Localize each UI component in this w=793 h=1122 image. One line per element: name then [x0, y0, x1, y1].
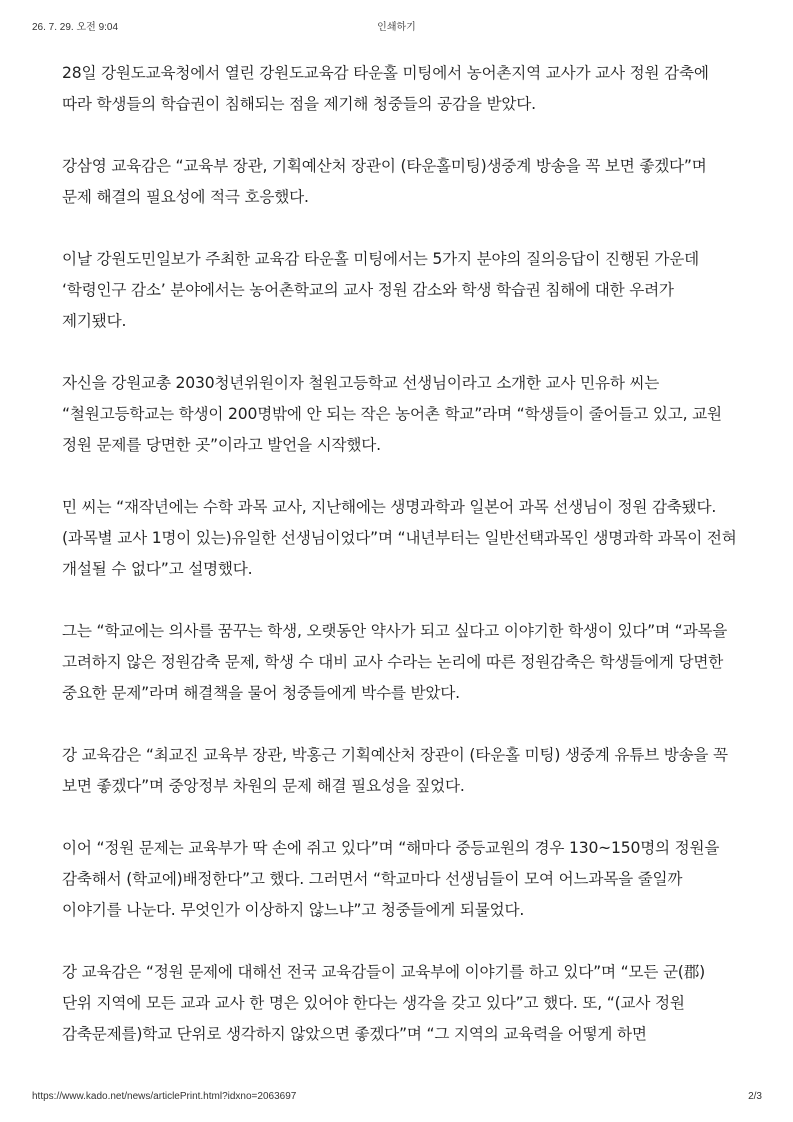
article-paragraph: 이날 강원도민일보가 주최한 교육감 타운홀 미팅에서는 5가지 분야의 질의응답이 진행된 가운데 ‘학령인구 감소’ 분야에서는 농어촌학교의 교사 정원 감소와 학생 학습권 침해에 대한 우려가 제기됐다. — [62, 250, 699, 330]
article-paragraph: 강 교육감은 “최교진 교육부 장관, 박홍근 기획예산처 장관이 (타운홀 미팅) 생중계 유튜브 방송을 꼭 보면 좋겠다”며 중앙정부 차원의 문제 해결 필요성을 짚었다. — [62, 746, 728, 795]
page-number: 2/3 — [748, 1091, 762, 1102]
article-paragraph: 이어 “정원 문제는 교육부가 딱 손에 쥐고 있다”며 “해마다 중등교원의 경우 130~150명의 정원을 감축해서 (학교에)배정한다”고 했다. 그러면서 “학교마다 선생님들이 모여 어느과목을 줄일까 이야기를 나눈다. 무엇인가 이상하지 않느냐”고 청중들에게 되물었다. — [62, 839, 720, 919]
article-paragraph: 28일 강원도교육청에서 열린 강원도교육감 타운홀 미팅에서 농어촌지역 교사가 교사 정원 감축에 따라 학생들의 학습권이 침해되는 점을 제기해 청중들의 공감을 받았다. — [62, 64, 709, 113]
article-paragraph: 강삼영 교육감은 “교육부 장관, 기획예산처 장관이 (타운홀미팅)생중계 방송을 꼭 보면 좋겠다”며 문제 해결의 필요성에 적극 호응했다. — [62, 157, 707, 206]
print-page-title: 인쇄하기 — [377, 22, 416, 33]
print-datetime: 26. 7. 29. 오전 9:04 — [32, 22, 119, 33]
article-paragraph: 자신을 강원교총 2030청년위원이자 철원고등학교 선생님이라고 소개한 교사 민유하 씨는 “철원고등학교는 학생이 200명밖에 안 되는 작은 농어촌 학교”라며 “학생들이 줄어들고 있고, 교원 정원 문제를 당면한 곳”이라고 발언을 시작했다. — [62, 374, 722, 454]
print-header — [0, 18, 793, 34]
print-footer — [0, 1091, 793, 1107]
article-paragraph: 그는 “학교에는 의사를 꿈꾸는 학생, 오랫동안 약사가 되고 싶다고 이야기한 학생이 있다”며 “과목을 고려하지 않은 정원감축 문제, 학생 수 대비 교사 수라는 논리에 따른 정원감축은 학생들에게 당면한 중요한 문제”라며 해결책을 물어 청중들에게 박수를 받았다. — [62, 622, 728, 702]
print-source-url: https://www.kado.net/news/articlePrint.html?idxno=2063697 — [32, 1091, 297, 1102]
article-paragraph: 민 씨는 “재작년에는 수학 과목 교사, 지난해에는 생명과학과 일본어 과목 선생님이 정원 감축됐다. (과목별 교사 1명이 있는)유일한 선생님이었다”며 “내년부터는 일반선택과목인 생명과학 과목이 전혀 개설될 수 없다”고 설명했다. — [62, 498, 737, 578]
article-paragraph: 강 교육감은 “정원 문제에 대해선 전국 교육감들이 교육부에 이야기를 하고 있다”며 “모든 군(郡) 단위 지역에 모든 교과 교사 한 명은 있어야 한다는 생각을 갖고 있다”고 했다. 또, “(교사 정원 감축문제를)학교 단위로 생각하지 않았으면 좋겠다”며 “그 지역의 교육력을 어떻게 하면 — [62, 963, 705, 1043]
article-body — [62, 58, 737, 1081]
